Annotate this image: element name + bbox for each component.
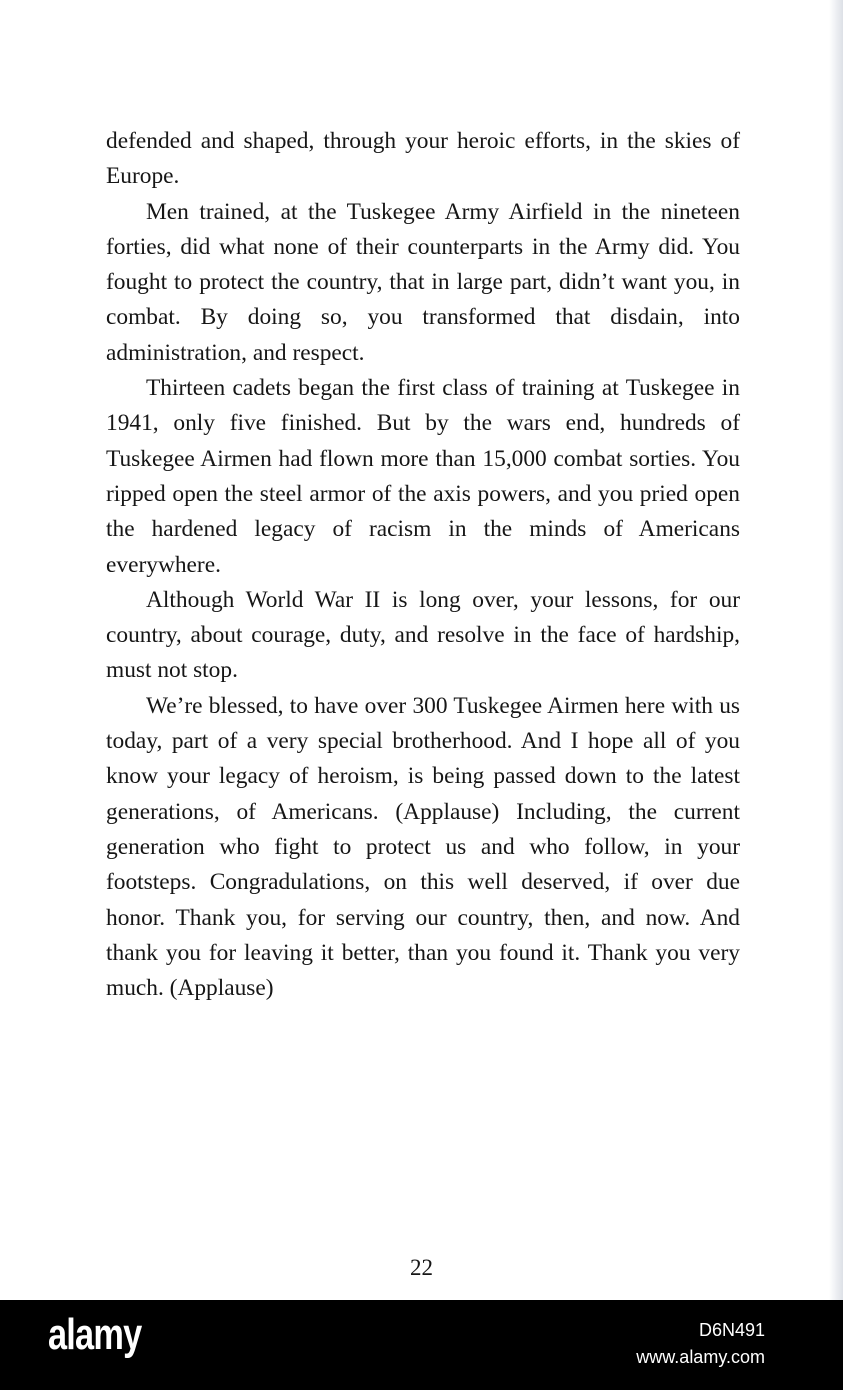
page-edge bbox=[829, 0, 843, 1300]
paragraph-thirteen-cadets: Thirteen cadets began the first class of training at Tuskegee in 1941, only five finished. But by the wars end, hundreds of Tuskegee Airmen had flown more than 15,000 combat sorties. You ripped open the steel armor of the axis powers, and you pried open the hardened legacy of racism in the minds of Americans everywhere. bbox=[106, 375, 740, 578]
body-text bbox=[106, 124, 740, 1006]
paragraph-world-war-lessons: Although World War II is long over, your lessons, for our country, about courage, duty, and resolve in the face of hardship, must not stop. bbox=[106, 586, 740, 684]
paragraph-continuation: defended and shaped, through your heroic efforts, in the skies of Europe. bbox=[106, 128, 740, 190]
alamy-logo: alamy bbox=[48, 1310, 142, 1359]
watermark-url: www.alamy.com bbox=[636, 1347, 765, 1367]
paragraph-tuskegee-training: Men trained, at the Tuskegee Army Airfield in the nineteen forties, did what none of their counterparts in the Army did. You fought to protect the country, that in large part, didn’t want you, in combat. By doing so, you transformed that disdain, into administration, and respect. bbox=[106, 198, 740, 366]
image-id: D6N491 bbox=[698, 1320, 765, 1340]
paragraph-blessed-airmen: We’re blessed, to have over 300 Tuskegee Airmen here with us today, part of a very special brotherhood. And I hope all of you know your legacy of heroism, is being passed down to the latest generations, of Americans. (Applause) Including, the current generation who fight to protect us and who follow, in your footsteps. Congradulations, on this well deserved, if over due honor. Thank you, for serving our country, then, and now. And thank you for leaving it better, than you found it. Thank you very much. (Applause) bbox=[106, 692, 740, 1002]
page-number: 22 bbox=[410, 1255, 433, 1280]
